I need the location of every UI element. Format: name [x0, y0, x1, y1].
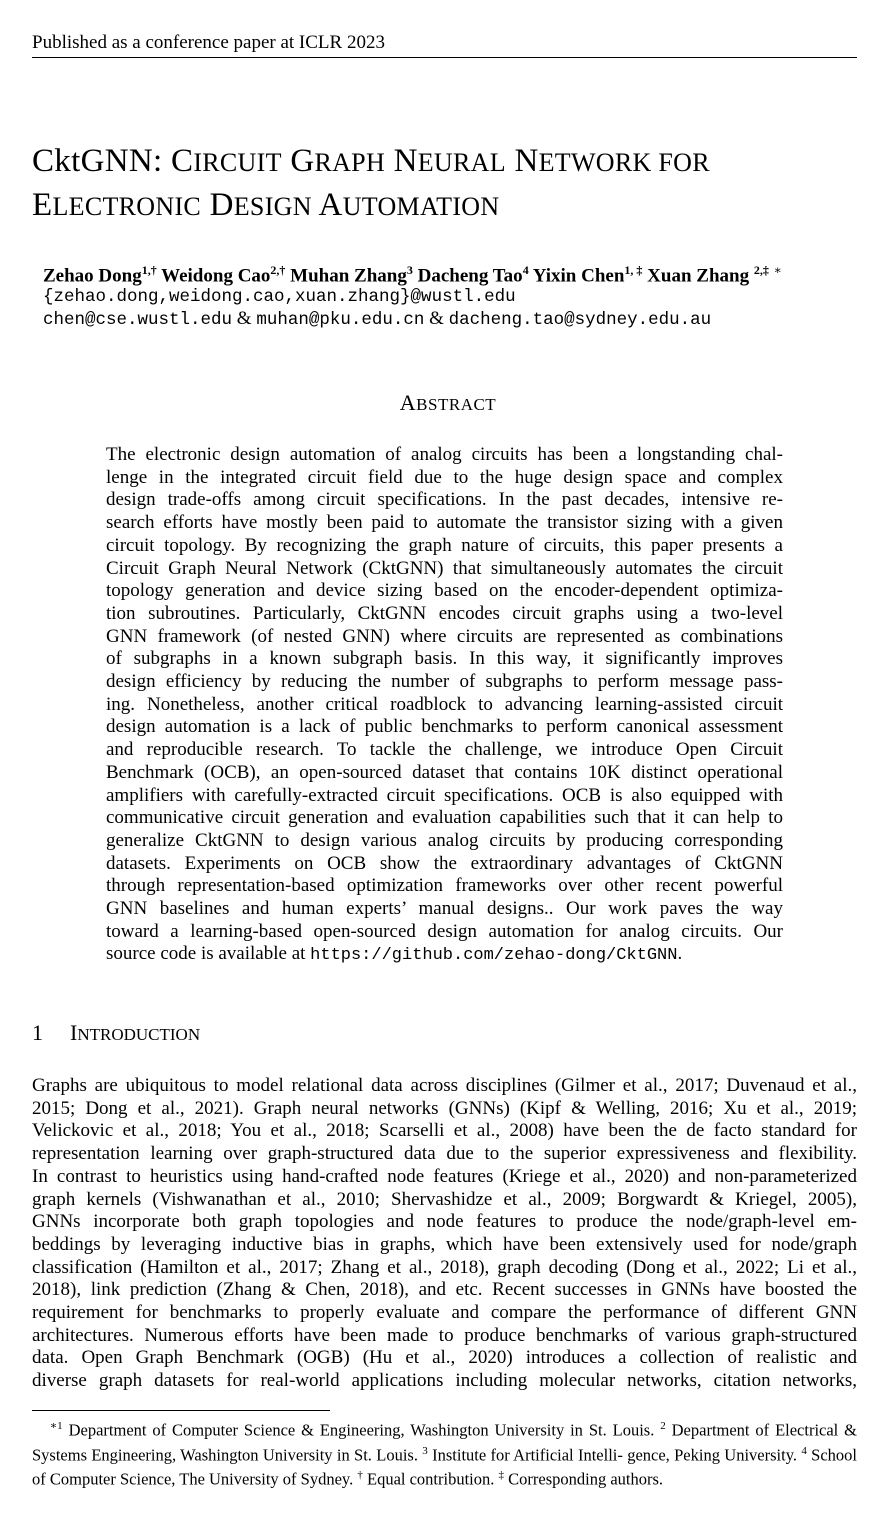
intro-line: representation learning over graph-structured data due to the superior expressiveness and flexibility.: [32, 1143, 857, 1165]
intro-line: classification (Hamilton et al., 2017; Zhang et al., 2018), graph decoding (Dong et al., 2022; Li et al.,: [32, 1256, 857, 1278]
emails-line-1: [43, 284, 516, 309]
intro-line: Graphs are ubiquitous to model relational data across disciplines (Gilmer et al., 2017; Duvenaud et al.,: [32, 1075, 857, 1096]
author-affil: 2,‡: [753, 263, 769, 277]
header-rule: [32, 57, 857, 58]
abstract-heading-rest: BSTRACT: [416, 395, 497, 414]
footnote-text: Department of Computer Science & Engineering, Washington University in St. Louis.: [62, 1420, 661, 1440]
footnote-sup: 3: [422, 1444, 428, 1457]
intro-line: 2015; Dong et al., 2021). Graph neural networks (GNNs) (Kipf & Welling, 2016; Xu et al., 2019;: [32, 1097, 857, 1119]
abstract-line: ing. Nonetheless, another critical roadblock to advancing learning-assisted circuit: [106, 693, 783, 715]
title-seg: ESIGN: [233, 192, 312, 221]
abstract-line: lenge in the integrated circuit field due to the huge design space and complex: [106, 466, 783, 488]
title-seg: A: [311, 187, 343, 223]
author-affil: 4: [522, 263, 529, 277]
section-title-rest: NTRODUCTION: [77, 1025, 201, 1044]
section-title-cap: I: [70, 1020, 78, 1045]
footnote-text: Equal contribution.: [362, 1469, 499, 1489]
author-name: Weidong Cao: [161, 265, 271, 287]
title-seg: RAPH: [314, 148, 386, 177]
title-seg: D: [201, 187, 234, 223]
author-name: Zehao Dong: [43, 265, 142, 287]
title-seg: EURAL: [417, 148, 506, 177]
emails-line-2: [43, 307, 711, 332]
email-link[interactable]: muhan@pku.edu.cn: [256, 310, 425, 330]
abstract-line: design efficiency by reducing the number of subgraphs to perform message pass-: [106, 671, 783, 693]
abstract-line: Benchmark (OCB), an open-sourced dataset that contains 10K distinct operational: [106, 761, 783, 783]
abstract-body: [106, 444, 783, 968]
footnote-rule: [32, 1410, 330, 1411]
paper-title: [32, 140, 872, 228]
intro-line: diverse graph datasets for real-world applications including molecular networks, citation networks,: [32, 1370, 857, 1392]
intro-line: graph kernels (Vishwanathan et al., 2010; Shervashidze et al., 2009; Borgwardt & Kriegel, 2005),: [32, 1188, 857, 1210]
footnote-sup: 4: [801, 1444, 807, 1457]
abstract-heading-cap: A: [399, 390, 417, 415]
title-line-1: [32, 140, 872, 184]
title-seg: IRCUIT: [193, 148, 282, 177]
abstract-line: design trade-offs among circuit specifications. In the past decades, intensive re-: [106, 489, 783, 511]
abstract-line: search efforts have mostly been paid to automate the transistor sizing with a given: [106, 512, 783, 534]
abstract-line: The electronic design automation of analog circuits has been a longstanding chal-: [106, 444, 783, 465]
abstract-line: design automation is a lack of public benchmarks to perform canonical assessment: [106, 716, 783, 738]
abstract-line: datasets. Experiments on OCB show the extraordinary advantages of CktGNN: [106, 852, 783, 874]
abstract-line: of subgraphs in a known subgraph basis. In this way, it significantly improves: [106, 648, 783, 670]
author-name: Yixin Chen: [532, 265, 625, 287]
abstract-line: and reproducible research. To tackle the challenge, we introduce Open Circuit: [106, 739, 783, 761]
abstract-line: generalize CktGNN to design various analog circuits by producing corresponding: [106, 829, 783, 851]
title-seg: E: [32, 187, 53, 223]
intro-line: architectures. Numerous efforts have been made to produce benchmarks of various graph-structured: [32, 1324, 857, 1346]
title-seg: LECTRONIC: [52, 192, 202, 221]
title-line-2: [32, 184, 872, 228]
abstract-line: GNN baselines and human experts’ manual designs.. Our work paves the way: [106, 898, 783, 920]
author-name: Muhan Zhang: [290, 265, 407, 287]
author-affil: 1, ‡: [624, 263, 643, 277]
abstract-line: tion subroutines. Particularly, CktGNN encodes circuit graphs using a two-level: [106, 602, 783, 624]
abstract-line: circuit topology. By recognizing the graph nature of circuits, this paper presents a: [106, 534, 783, 556]
email-link[interactable]: dacheng.tao@sydney.edu.au: [448, 310, 712, 330]
abstract-line: communicative circuit generation and evaluation capabilities such that it can help to: [106, 807, 783, 829]
email-link[interactable]: chen@cse.wustl.edu: [43, 310, 233, 330]
footnote-text: Corresponding authors.: [504, 1469, 664, 1489]
abstract-last-prefix: source code is available at: [106, 943, 311, 965]
title-seg: N: [505, 143, 539, 179]
title-seg: ETWORK FOR: [538, 148, 710, 177]
abstract-heading: [0, 390, 896, 416]
intro-line: beddings by leveraging inductive bias in graphs, which have been extensively used for node/graph: [32, 1233, 857, 1255]
intro-line: data. Open Graph Benchmark (OGB) (Hu et al., 2020) introduces a collection of realistic and: [32, 1347, 857, 1369]
author-affil: 2,†: [270, 263, 286, 277]
email-sep: &: [424, 308, 449, 329]
abstract-line: topology generation and device sizing based on the encoder-dependent optimiza-: [106, 580, 783, 602]
author-star: ∗: [773, 263, 782, 277]
title-seg: UTOMATION: [342, 192, 500, 221]
email-sep: &: [232, 308, 257, 329]
introduction-body: [32, 1075, 857, 1393]
intro-line: requirement for benchmarks to properly evaluate and compare the performance of different GNN: [32, 1302, 857, 1324]
github-link[interactable]: https://github.com/zehao-dong/CktGNN: [310, 946, 678, 966]
footnote-sup: †: [357, 1469, 363, 1481]
abstract-line: amplifiers with carefully-extracted circuit specifications. OCB is also equipped with: [106, 784, 783, 806]
intro-line: In contrast to heuristics using hand-crafted node features (Kriege et al., 2020) and non-parameterized: [32, 1165, 857, 1187]
author-name: Dacheng Tao: [417, 265, 523, 287]
abstract-last-suffix: .: [677, 943, 683, 965]
intro-line: Velickovic et al., 2018; You et al., 2018; Scarselli et al., 2008) have been the de facto standard for: [32, 1120, 857, 1142]
footnote-sup: 2: [660, 1420, 666, 1432]
footnote-sup: ‡: [498, 1469, 505, 1481]
title-seg: CktGNN: C: [32, 143, 194, 179]
footnote-text: Institute for Artificial Intelli- gence, Peking University.: [427, 1445, 802, 1464]
abstract-line: toward a learning-based open-sourced design automation for analog circuits. Our: [106, 920, 783, 942]
section-heading-introduction: [32, 1020, 200, 1046]
footnote-text: Department of Electrical & Systems Engineering, Washington University in St. Louis.: [32, 1420, 858, 1464]
abstract-line: Circuit Graph Neural Network (CktGNN) that simultaneously automates the circuit: [106, 557, 783, 579]
running-header: Published as a conference paper at ICLR 2023: [32, 32, 385, 53]
email-group[interactable]: {zehao.dong,weidong.cao,xuan.zhang}@wustl.edu: [43, 287, 516, 307]
abstract-line: [106, 943, 783, 968]
section-number: 1: [32, 1020, 43, 1045]
intro-line: 2018), link prediction (Zhang & Chen, 2018), and etc. Recent successes in GNNs have boosted the: [32, 1279, 857, 1301]
author-affil: 3: [406, 263, 413, 277]
title-seg: G: [281, 143, 315, 179]
abstract-line: GNN framework (of nested GNN) where circuits are represented as combinations: [106, 625, 783, 647]
author-name: Xuan Zhang: [647, 265, 750, 287]
author-affil: 1,†: [141, 263, 157, 277]
intro-line: GNNs incorporate both graph topologies and node features to produce the node/graph-level em-: [32, 1211, 857, 1233]
footnote-text: School of Computer Science, The University of Sydney.: [32, 1445, 857, 1489]
footnote: [32, 1416, 857, 1490]
title-seg: N: [385, 143, 418, 179]
abstract-line: through representation-based optimization frameworks over other recent powerful: [106, 875, 783, 897]
footnote-marker: ∗1: [49, 1420, 63, 1432]
